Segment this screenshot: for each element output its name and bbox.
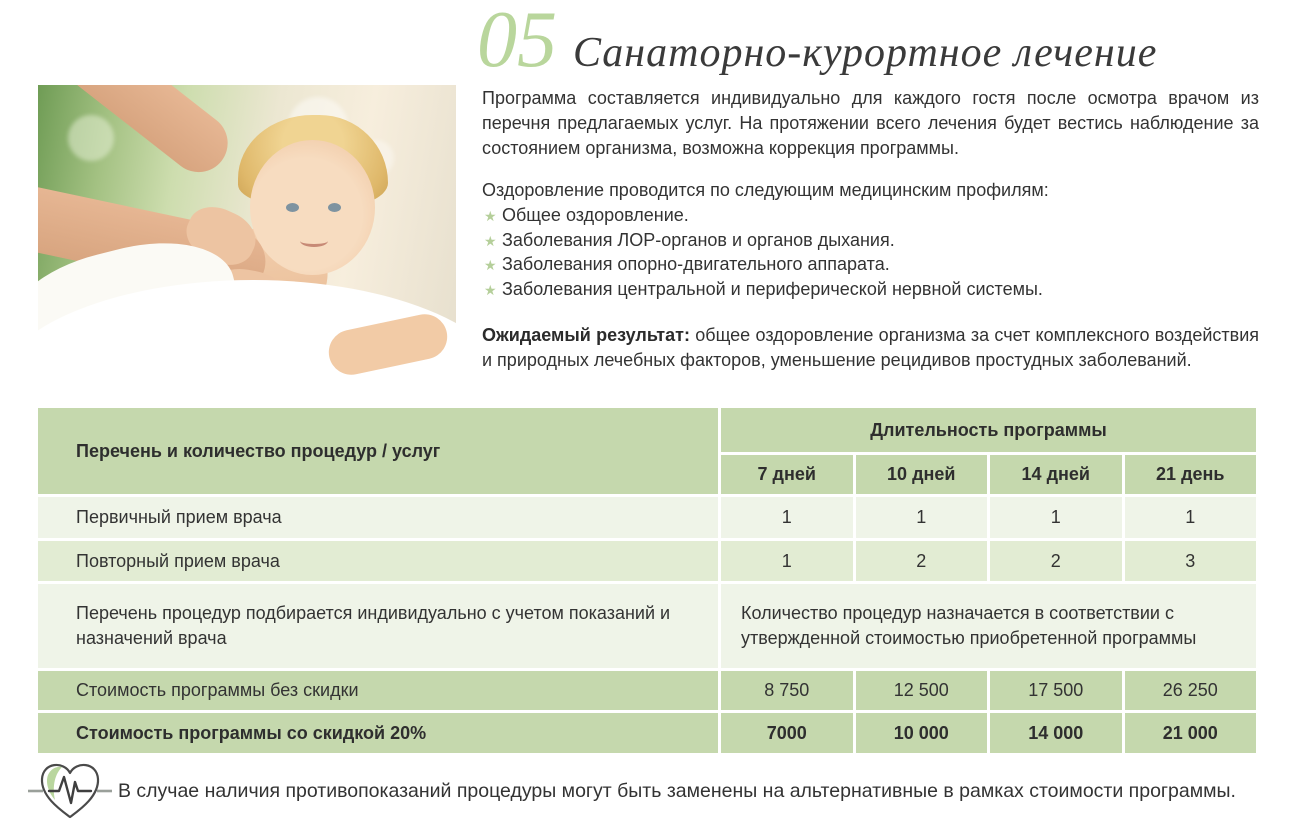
- list-item: [482, 204, 1259, 229]
- table-cell: 1: [856, 497, 988, 538]
- table-cell: 17 500: [990, 671, 1122, 710]
- table-cell: 2: [990, 541, 1122, 581]
- list-item: [482, 229, 1259, 254]
- table-cell: 1: [990, 497, 1122, 538]
- list-item-text: Заболевания ЛОР-органов и органов дыхания.: [502, 229, 895, 250]
- list-item-text: Заболевания центральной и периферической нервной системы.: [502, 278, 1043, 299]
- table-header-col-10days: 10 дней: [856, 455, 988, 494]
- table-cell: 1: [721, 541, 853, 581]
- star-icon: ★: [484, 208, 497, 224]
- photo-child-massage: [38, 85, 456, 385]
- table-cell: 10 000: [856, 713, 988, 753]
- photo-child-face: [250, 140, 375, 275]
- table-row-label: Перечень процедур подбирается индивидуально с учетом показаний и назначений врача: [38, 584, 718, 668]
- table-cell: 12 500: [856, 671, 988, 710]
- photo-bokeh: [68, 115, 114, 161]
- table-header-col-14days: 14 дней: [990, 455, 1122, 494]
- table-cell: 2: [856, 541, 988, 581]
- table-cell: 14 000: [990, 713, 1122, 753]
- list-item-text: Общее оздоровление.: [502, 205, 689, 225]
- table-row-label: Первичный прием врача: [38, 497, 718, 538]
- table-cell: 7000: [721, 713, 853, 753]
- table-cell: 3: [1125, 541, 1257, 581]
- list-item-text: Заболевания опорно-двигательного аппарата.: [502, 254, 890, 274]
- table-cell: 26 250: [1125, 671, 1257, 710]
- list-item: [482, 278, 1259, 303]
- photo-child-smile: [300, 235, 328, 247]
- table-row-label: Стоимость программы без скидки: [38, 671, 718, 710]
- table-cell: 8 750: [721, 671, 853, 710]
- heart-ekg-icon: [28, 758, 112, 824]
- table-row-label: Повторный прием врача: [38, 541, 718, 581]
- table-header-col-7days: 7 дней: [721, 455, 853, 494]
- table-cell: 21 000: [1125, 713, 1257, 753]
- medical-profiles-list: [482, 204, 1259, 302]
- page-number: 05: [477, 0, 557, 84]
- footnote: [28, 758, 1276, 824]
- table-header-duration-group: Длительность программы: [721, 408, 1256, 452]
- expected-result-paragraph: [482, 323, 1259, 373]
- profiles-intro: Оздоровление проводится по следующим медицинским профилям:: [482, 180, 1049, 200]
- intro-paragraph: Программа составляется индивидуально для каждого гостя после осмотра врачом из перечня предлагаемых услуг. На протяжении всего лечения будет вестись наблюдение за состоянием организма, возможна коррекция программы.: [482, 88, 1259, 158]
- photo-child-eye: [328, 203, 341, 212]
- footnote-text: В случае наличия противопоказаний процедуры могут быть заменены на альтернативные в рамках стоимости программы.: [118, 779, 1236, 802]
- pricing-table: [38, 408, 1256, 753]
- table-header-services: Перечень и количество процедур / услуг: [38, 408, 718, 494]
- expected-result-label: Ожидаемый результат:: [482, 325, 690, 345]
- table-merged-cell: Количество процедур назначается в соответствии с утвержденной стоимостью приобретенной программы: [721, 584, 1256, 668]
- photo-child-eye: [286, 203, 299, 212]
- star-icon: ★: [484, 257, 497, 273]
- table-cell: 1: [1125, 497, 1257, 538]
- star-icon: ★: [484, 281, 497, 298]
- page-title: Санаторно-курортное лечение: [573, 30, 1158, 76]
- star-icon: ★: [484, 232, 497, 249]
- expected-result-text: общее оздоровление организма за счет комплексного воздействия и природных лечебных факторов, уменьшение рецидивов простудных заболеваний.: [482, 325, 1259, 370]
- table-header-col-21days: 21 день: [1125, 455, 1257, 494]
- table-cell: 1: [721, 497, 853, 538]
- page-header: [477, 0, 1158, 84]
- description-column: [482, 86, 1259, 373]
- list-item: [482, 253, 1259, 278]
- table-row-label: Стоимость программы со скидкой 20%: [38, 713, 718, 753]
